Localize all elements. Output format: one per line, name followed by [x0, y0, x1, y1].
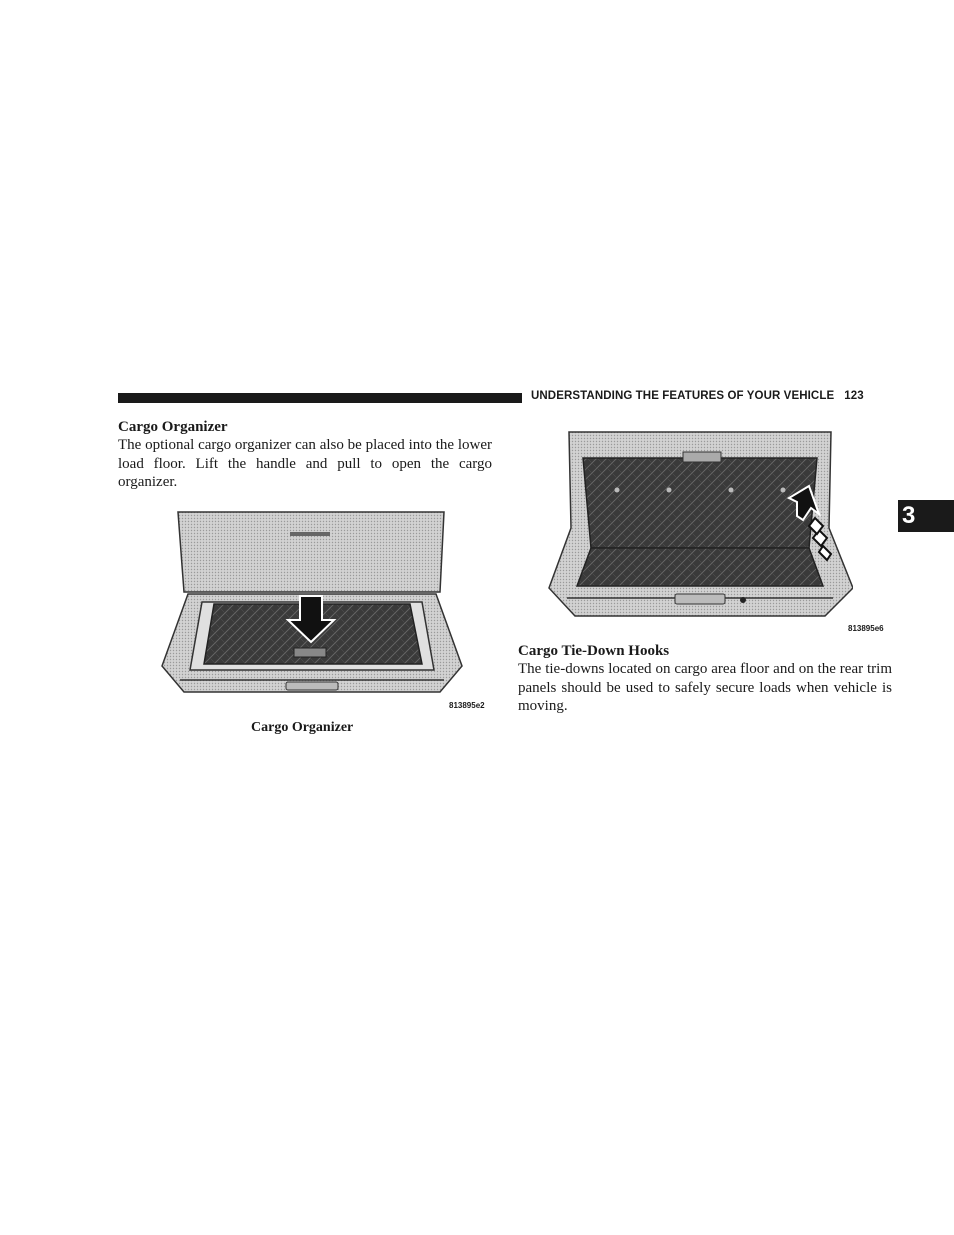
figure-caption: Cargo Organizer	[251, 720, 354, 735]
tie-down-figure	[547, 428, 884, 633]
cargo-organizer-illustration	[160, 508, 464, 700]
tie-down-section	[518, 642, 892, 716]
tie-down-heading: Cargo Tie-Down Hooks	[518, 643, 670, 659]
page-number: 123	[844, 390, 864, 402]
tie-down-illustration	[547, 428, 853, 618]
cargo-organizer-heading: Cargo Organizer	[118, 419, 228, 435]
tie-down-body: The tie-downs located on cargo area floor and on the rear trim panels should be used to safely secure loads when vehicle is moving.	[518, 661, 892, 714]
cargo-organizer-section	[118, 418, 492, 492]
header-rule	[118, 393, 522, 403]
section-title: UNDERSTANDING THE FEATURES OF YOUR VEHICLE	[531, 390, 835, 402]
chapter-tab: 3	[898, 500, 954, 532]
figure-code: 813895e6	[848, 624, 884, 633]
running-header	[531, 390, 864, 402]
cargo-organizer-figure	[160, 508, 485, 710]
cargo-organizer-body: The optional cargo organizer can also be placed into the lower load floor. Lift the handle and pull to open the cargo organizer.	[118, 437, 492, 490]
figure-code: 813895e2	[449, 701, 485, 710]
